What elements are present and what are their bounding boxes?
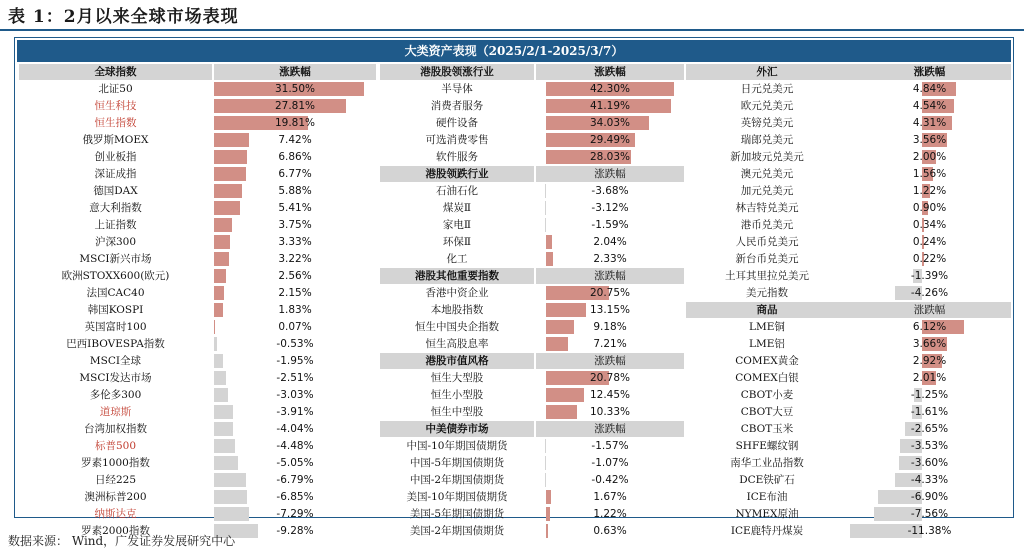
- row-label: 可选消费零售: [425, 134, 489, 146]
- row-change-value: 3.22%: [278, 253, 312, 265]
- section-header-change: 涨跌幅: [536, 268, 684, 284]
- row-change-value: 41.19%: [589, 100, 631, 112]
- row-change-value: -11.38%: [907, 525, 952, 537]
- row-label: 恒生中国央企指数: [415, 321, 499, 333]
- row-change-cell: [214, 353, 376, 369]
- row-change-value: -4.04%: [276, 423, 314, 435]
- row-change-value: 13.15%: [589, 304, 631, 316]
- row-change-value: 28.03%: [589, 151, 631, 163]
- row-change-value: -3.12%: [591, 202, 629, 214]
- row-change-cell: [214, 387, 376, 403]
- section-header-change: 涨跌幅: [536, 421, 684, 437]
- row-label: 林吉特兑美元: [735, 202, 799, 214]
- row-label: 澳洲标普200: [84, 491, 147, 503]
- row-change-cell: [848, 387, 1011, 403]
- row-label: MSCI全球: [89, 355, 142, 367]
- row-label: 中国-2年期国债期货: [409, 474, 505, 486]
- row-label: 瑞郎兑美元: [740, 134, 794, 146]
- row-change-cell: [848, 438, 1011, 454]
- row-label: 香港中资企业: [425, 287, 489, 299]
- row-change-value: -1.95%: [276, 355, 314, 367]
- column-header-change: 涨跌幅: [214, 64, 376, 80]
- row-change-value: -0.42%: [591, 474, 629, 486]
- row-change-cell: [848, 268, 1011, 284]
- row-change-cell: [536, 81, 684, 97]
- row-label: 标普500: [94, 440, 137, 452]
- row-change-cell: [214, 404, 376, 420]
- row-change-cell: [848, 370, 1011, 386]
- row-change-value: -1.57%: [591, 440, 629, 452]
- column-header-change: 涨跌幅: [848, 64, 1011, 80]
- section-header: 港股领跌行业: [380, 166, 534, 182]
- row-change-value: -6.90%: [910, 491, 949, 503]
- row-label: CBOT大豆: [740, 406, 794, 418]
- row-label: 深证成指: [94, 168, 137, 180]
- row-change-value: -0.53%: [276, 338, 314, 350]
- row-change-cell: [214, 370, 376, 386]
- row-label: 美国-2年期国债期货: [409, 525, 505, 537]
- row-change-cell: [848, 81, 1011, 97]
- row-change-value: 31.50%: [274, 83, 316, 95]
- row-change-value: 20.75%: [589, 287, 631, 299]
- row-label: 创业板指: [94, 151, 137, 163]
- row-change-value: 3.66%: [912, 338, 947, 350]
- row-change-cell: [536, 472, 684, 488]
- row-label: 英镑兑美元: [740, 117, 794, 129]
- row-change-cell: [214, 302, 376, 318]
- row-label: 港币兑美元: [740, 219, 794, 231]
- row-change-value: -5.05%: [276, 457, 314, 469]
- row-change-value: -2.65%: [910, 423, 949, 435]
- row-change-value: 20.78%: [589, 372, 631, 384]
- row-label: 环保Ⅱ: [442, 236, 472, 248]
- row-change-cell: [848, 115, 1011, 131]
- row-change-cell: [848, 98, 1011, 114]
- table-title: 表 1：2月以来全球市场表现: [8, 7, 239, 27]
- row-label: 家电Ⅱ: [442, 219, 472, 231]
- row-change-cell: [848, 455, 1011, 471]
- row-change-value: 3.33%: [278, 236, 312, 248]
- row-change-cell: [214, 251, 376, 267]
- column-header-name: 外汇: [686, 64, 848, 80]
- row-change-value: 4.31%: [912, 117, 947, 129]
- row-change-value: 2.33%: [593, 253, 627, 265]
- row-change-cell: [536, 234, 684, 250]
- row-change-value: -6.85%: [276, 491, 314, 503]
- row-label: 加元兑美元: [740, 185, 794, 197]
- row-label: 化工: [446, 253, 468, 265]
- row-label: 北证50: [98, 83, 133, 95]
- row-label: LME铜: [749, 321, 785, 333]
- row-label: 人民币兑美元: [735, 236, 799, 248]
- row-change-cell: [536, 438, 684, 454]
- row-change-cell: [214, 489, 376, 505]
- row-change-cell: [214, 268, 376, 284]
- section-header-change: 涨跌幅: [536, 166, 684, 182]
- row-change-value: 2.04%: [593, 236, 627, 248]
- row-change-cell: [536, 523, 684, 539]
- row-label: COMEX白银: [735, 372, 799, 384]
- row-change-value: 4.54%: [912, 100, 947, 112]
- table-banner: 大类资产表现（2025/2/1-2025/3/7）: [17, 40, 1011, 62]
- data-source-note: 数据来源： Wind，广发证券发展研究中心: [8, 534, 236, 548]
- row-change-value: 6.12%: [912, 321, 947, 333]
- row-change-cell: [536, 98, 684, 114]
- row-change-cell: [536, 302, 684, 318]
- row-label: SHFE螺纹钢: [735, 440, 799, 452]
- row-change-value: -2.51%: [276, 372, 314, 384]
- row-change-cell: [848, 166, 1011, 182]
- row-change-value: 1.83%: [278, 304, 312, 316]
- row-change-cell: [536, 387, 684, 403]
- row-change-value: -1.39%: [910, 270, 949, 282]
- row-change-cell: [848, 404, 1011, 420]
- row-change-cell: [848, 234, 1011, 250]
- row-label: 英国富时100: [84, 321, 147, 333]
- row-label: 本地股指数: [430, 304, 484, 316]
- row-label: 煤炭Ⅱ: [442, 202, 472, 214]
- row-label: ICE鹿特丹煤炭: [730, 525, 804, 537]
- row-change-value: 3.75%: [278, 219, 312, 231]
- row-change-value: -3.60%: [910, 457, 949, 469]
- section-header: 港股其他重要指数: [380, 268, 534, 284]
- row-label: 德国DAX: [93, 185, 138, 197]
- row-change-cell: [536, 149, 684, 165]
- row-change-value: 0.90%: [912, 202, 947, 214]
- row-label: 中国-10年期国债期货: [406, 440, 508, 452]
- row-change-cell: [848, 200, 1011, 216]
- row-change-cell: [848, 336, 1011, 352]
- row-change-value: 4.84%: [912, 83, 947, 95]
- row-change-value: -7.56%: [910, 508, 949, 520]
- row-label: 恒生高股息率: [425, 338, 489, 350]
- column-header-change: 涨跌幅: [536, 64, 684, 80]
- row-change-value: -4.26%: [910, 287, 949, 299]
- row-label: 石油石化: [436, 185, 478, 197]
- row-label: 欧元兑美元: [740, 100, 794, 112]
- row-change-cell: [536, 455, 684, 471]
- row-change-value: 7.42%: [278, 134, 312, 146]
- row-label: 恒生中型股: [430, 406, 484, 418]
- row-change-cell: [214, 472, 376, 488]
- row-label: LME铝: [749, 338, 785, 350]
- row-change-cell: [214, 200, 376, 216]
- row-change-value: -1.07%: [591, 457, 629, 469]
- row-change-value: 1.22%: [912, 185, 947, 197]
- row-change-value: -4.48%: [276, 440, 314, 452]
- row-label: 新加坡元兑美元: [730, 151, 804, 163]
- row-change-cell: [848, 319, 1011, 335]
- row-change-cell: [536, 370, 684, 386]
- row-label: 上证指数: [94, 219, 137, 231]
- row-label: CBOT玉米: [740, 423, 794, 435]
- row-change-value: 34.03%: [589, 117, 631, 129]
- row-change-cell: [214, 217, 376, 233]
- row-change-value: -7.29%: [276, 508, 314, 520]
- row-change-cell: [848, 421, 1011, 437]
- row-change-cell: [848, 217, 1011, 233]
- row-change-cell: [848, 132, 1011, 148]
- row-label: 巴西IBOVESPA指数: [66, 338, 165, 350]
- row-change-cell: [536, 200, 684, 216]
- row-label: 俄罗斯MOEX: [82, 134, 149, 146]
- section-header: 港股市值风格: [380, 353, 534, 369]
- row-change-cell: [536, 217, 684, 233]
- row-change-value: 0.63%: [593, 525, 627, 537]
- row-change-value: 2.56%: [278, 270, 312, 282]
- row-label: 南华工业品指数: [730, 457, 804, 469]
- row-change-value: 0.24%: [912, 236, 947, 248]
- row-change-value: 2.01%: [912, 372, 947, 384]
- row-change-cell: [214, 115, 376, 131]
- title-rule: [0, 29, 1024, 31]
- row-change-cell: [536, 132, 684, 148]
- row-change-value: -1.59%: [591, 219, 629, 231]
- row-change-cell: [536, 489, 684, 505]
- row-change-cell: [536, 183, 684, 199]
- row-label: 台湾加权指数: [84, 423, 147, 435]
- row-change-value: 1.22%: [593, 508, 627, 520]
- row-change-value: 2.92%: [912, 355, 947, 367]
- row-label: 欧洲STOXX600(欧元): [61, 270, 170, 282]
- row-change-cell: [214, 149, 376, 165]
- row-label: 土耳其里拉兑美元: [725, 270, 809, 282]
- row-change-cell: [214, 438, 376, 454]
- section-header-change: 涨跌幅: [536, 353, 684, 369]
- row-change-cell: [214, 81, 376, 97]
- row-label: 罗素1000指数: [81, 457, 150, 469]
- row-label: 澳元兑美元: [740, 168, 794, 180]
- row-change-cell: [848, 285, 1011, 301]
- row-label: 日元兑美元: [740, 83, 794, 95]
- section-header: 中美债券市场: [380, 421, 534, 437]
- row-change-value: 0.34%: [912, 219, 947, 231]
- row-change-cell: [848, 523, 1011, 539]
- row-change-cell: [848, 353, 1011, 369]
- row-change-value: 2.00%: [912, 151, 947, 163]
- row-change-value: 5.88%: [278, 185, 312, 197]
- row-label: MSCI发达市场: [79, 372, 152, 384]
- row-label: NYMEX原油: [735, 508, 799, 520]
- row-change-value: 1.56%: [912, 168, 947, 180]
- row-change-value: 9.18%: [593, 321, 627, 333]
- row-change-value: -3.03%: [276, 389, 314, 401]
- row-label: ICE布油: [746, 491, 788, 503]
- row-label: 中国-5年期国债期货: [409, 457, 505, 469]
- row-change-cell: [214, 98, 376, 114]
- row-change-cell: [214, 455, 376, 471]
- row-change-value: -3.53%: [910, 440, 949, 452]
- row-change-value: 0.22%: [912, 253, 947, 265]
- row-change-cell: [214, 132, 376, 148]
- row-change-value: -1.61%: [910, 406, 949, 418]
- row-label: 道琼斯: [99, 406, 132, 418]
- row-label: 意大利指数: [89, 202, 142, 214]
- row-label: MSCI新兴市场: [79, 253, 152, 265]
- row-change-value: 19.81%: [274, 117, 316, 129]
- row-change-value: -4.33%: [910, 474, 949, 486]
- row-change-value: 3.56%: [912, 134, 947, 146]
- row-change-value: 7.21%: [593, 338, 627, 350]
- row-label: DCE铁矿石: [739, 474, 795, 486]
- row-label: 韩国KOSPI: [87, 304, 144, 316]
- row-change-cell: [848, 506, 1011, 522]
- row-change-cell: [214, 166, 376, 182]
- row-change-value: 6.77%: [278, 168, 312, 180]
- row-change-cell: [536, 285, 684, 301]
- row-change-cell: [848, 149, 1011, 165]
- row-change-cell: [536, 115, 684, 131]
- row-change-value: 5.41%: [278, 202, 312, 214]
- row-change-value: 1.67%: [593, 491, 627, 503]
- row-label: 恒生大型股: [430, 372, 484, 384]
- row-change-cell: [536, 251, 684, 267]
- row-label: 沪深300: [94, 236, 137, 248]
- row-label: COMEX黄金: [735, 355, 799, 367]
- row-label: 新台币兑美元: [735, 253, 799, 265]
- row-label: 恒生科技: [94, 100, 137, 112]
- row-label: 恒生指数: [94, 117, 137, 129]
- row-label: 法国CAC40: [86, 287, 145, 299]
- row-label: 美国-5年期国债期货: [409, 508, 505, 520]
- row-change-value: 27.81%: [274, 100, 316, 112]
- row-change-value: 12.45%: [589, 389, 631, 401]
- row-change-cell: [536, 404, 684, 420]
- row-label: 美国-10年期国债期货: [406, 491, 508, 503]
- row-change-value: -9.28%: [276, 525, 314, 537]
- row-change-value: 0.07%: [278, 321, 312, 333]
- row-change-cell: [214, 506, 376, 522]
- row-label: 半导体: [441, 83, 473, 95]
- row-change-cell: [214, 183, 376, 199]
- row-label: 多伦多300: [89, 389, 142, 401]
- section-header-change: 涨跌幅: [848, 302, 1011, 318]
- row-change-cell: [214, 523, 376, 539]
- row-label: 日经225: [94, 474, 137, 486]
- row-change-value: -1.25%: [910, 389, 949, 401]
- row-change-cell: [214, 336, 376, 352]
- row-change-value: 29.49%: [589, 134, 631, 146]
- column-header-name: 港股股领涨行业: [380, 64, 534, 80]
- row-change-value: 42.30%: [589, 83, 631, 95]
- row-change-cell: [848, 472, 1011, 488]
- row-label: 罗素2000指数: [81, 525, 150, 537]
- row-change-value: -6.79%: [276, 474, 314, 486]
- row-change-value: 2.15%: [278, 287, 312, 299]
- row-change-cell: [214, 285, 376, 301]
- row-change-cell: [536, 336, 684, 352]
- row-change-cell: [848, 183, 1011, 199]
- row-change-cell: [214, 421, 376, 437]
- row-change-cell: [848, 251, 1011, 267]
- row-label: 硬件设备: [436, 117, 478, 129]
- row-change-cell: [214, 319, 376, 335]
- row-change-value: -3.68%: [591, 185, 629, 197]
- row-label: 消费者服务: [430, 100, 484, 112]
- row-label: CBOT小麦: [740, 389, 794, 401]
- row-change-cell: [848, 489, 1011, 505]
- row-label: 恒生小型股: [430, 389, 484, 401]
- row-change-value: 6.86%: [278, 151, 312, 163]
- column-header-name: 全球指数: [19, 64, 212, 80]
- row-change-value: -3.91%: [276, 406, 314, 418]
- row-change-cell: [536, 506, 684, 522]
- row-change-cell: [214, 234, 376, 250]
- section-header: 商品: [686, 302, 848, 318]
- row-label: 美元指数: [746, 287, 788, 299]
- row-change-cell: [536, 319, 684, 335]
- row-change-value: 10.33%: [589, 406, 631, 418]
- row-label: 软件服务: [436, 151, 478, 163]
- row-label: 纳斯达克: [94, 508, 137, 520]
